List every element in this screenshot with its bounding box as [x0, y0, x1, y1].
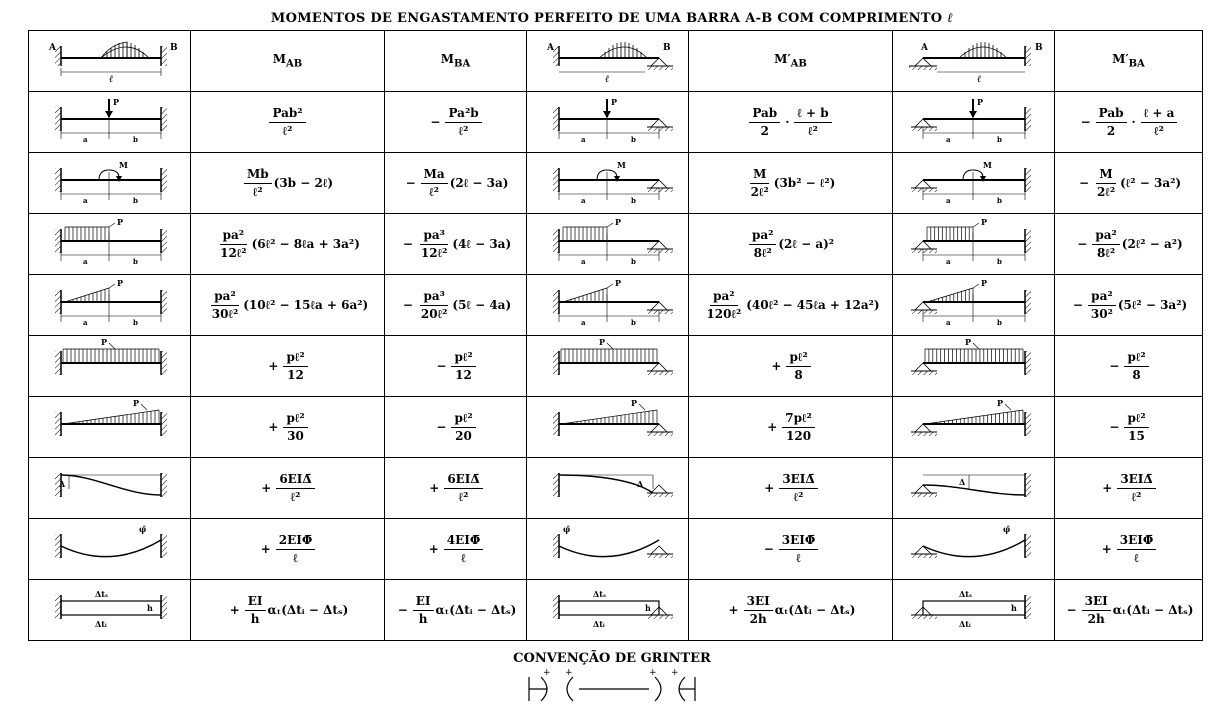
beam-figure-partial-uniform [533, 215, 683, 273]
dim-b-label: b [630, 135, 636, 144]
svg-text:h: h [146, 603, 153, 613]
fraction: $\frac{EI}{h}$ [413, 594, 434, 627]
fraction: $\frac{\text{pℓ²}}{12}$ [283, 350, 307, 383]
factor: (3b² − ℓ²) [773, 175, 836, 190]
sign: + [764, 480, 775, 495]
table-row [29, 519, 1203, 580]
moment-mba [385, 580, 527, 641]
table-row [29, 397, 1203, 458]
sign: − [397, 602, 408, 617]
beam-figure-point [35, 93, 185, 151]
svg-text:P: P [100, 337, 107, 347]
beam-figure-partial-tri [899, 276, 1049, 334]
fraction: $\frac{3EI}{2h}$ [1082, 594, 1111, 627]
beam-figure-rotate [899, 520, 1049, 578]
load-figure [29, 580, 191, 641]
fraction: $\frac{Ma}{\text{ℓ²}}$ [421, 167, 448, 200]
fraction: $\frac{M}{\text{2ℓ²}}$ [750, 166, 769, 199]
svg-text:Δtₛ: Δtₛ [592, 589, 606, 599]
load-figure [29, 458, 191, 519]
fraction: $\frac{\text{pa²}}{\text{8ℓ²}}$ [749, 228, 776, 261]
fraction: $\frac{\text{6EIΔ̄}}{\text{ℓ²}}$ [276, 472, 314, 505]
beam-figure-settle [899, 459, 1049, 517]
svg-text:h: h [1010, 603, 1017, 613]
moment-mab [191, 153, 385, 214]
sign: + [767, 419, 778, 434]
moment-mab [191, 397, 385, 458]
sign: + [429, 480, 440, 495]
load-figure [893, 336, 1055, 397]
svg-text:P: P [598, 337, 605, 347]
factor: (40ℓ² − 45ℓa + 12a²) [746, 297, 880, 312]
svg-text:B: B [1034, 43, 1043, 53]
sign: − [402, 236, 413, 251]
svg-text:Δ: Δ [58, 479, 65, 489]
moment-mba [385, 336, 527, 397]
dim-b-label: b [996, 257, 1002, 266]
moment-mba2 [1055, 214, 1203, 275]
sign: − [436, 358, 447, 373]
dim-b-label: b [996, 318, 1002, 327]
label-b: B [169, 43, 178, 53]
fixed-fixed-beam-figure [35, 32, 185, 90]
dim-b-label: b [132, 318, 138, 327]
fraction: $\frac{\text{pℓ²}}{20}$ [451, 411, 475, 444]
moment-mba2 [1055, 397, 1203, 458]
svg-text:Δ: Δ [636, 479, 643, 489]
moment-mba2 [1055, 519, 1203, 580]
header-figure-fixed-pinned [527, 31, 689, 92]
fraction: $\frac{\text{pa²}}{\text{120ℓ²}}$ [706, 288, 742, 321]
moment-mab [191, 458, 385, 519]
beam-figure-moment [35, 154, 185, 212]
plus-sign: + [543, 668, 551, 678]
load-figure [893, 397, 1055, 458]
load-figure [29, 153, 191, 214]
moment-mba [385, 92, 527, 153]
moment-mab2 [689, 153, 893, 214]
sign: + [771, 358, 782, 373]
beam-figure-settle [533, 459, 683, 517]
svg-text:Δtₛ: Δtₛ [94, 589, 108, 599]
dim-a-label: a [82, 318, 88, 327]
dim-a-label: a [82, 135, 88, 144]
dim-a-label: a [580, 257, 586, 266]
beam-figure-full-tri [899, 398, 1049, 456]
factor: (2ℓ − 3a) [449, 175, 509, 190]
sign: − [1109, 358, 1120, 373]
moment-mba2 [1055, 580, 1203, 641]
factor: αₜ(Δtᵢ − Δtₛ) [267, 602, 349, 617]
dim-b-label: b [630, 196, 636, 205]
fraction: $\frac{\text{ℓ + b}}{\text{ℓ²}}$ [794, 106, 831, 139]
beam-figure-partial-tri [35, 276, 185, 334]
svg-text:P: P [610, 97, 617, 107]
moment-mba [385, 519, 527, 580]
table-row [29, 214, 1203, 275]
moment-mba [385, 153, 527, 214]
svg-text:M: M [118, 160, 128, 170]
grinter-convention-diagram [525, 667, 700, 707]
svg-text:B: B [662, 43, 671, 53]
header-row [29, 31, 1203, 92]
beam-figure-full-uniform [899, 337, 1049, 395]
fraction: $\frac{\text{3EIΔ̄}}{\text{ℓ²}}$ [779, 472, 817, 505]
sign: + [428, 541, 439, 556]
beam-figure-rotate [35, 520, 185, 578]
dim-b-label: b [996, 135, 1002, 144]
fraction: $\frac{\text{3EIΦ̄}}{\text{ℓ}}$ [779, 533, 819, 566]
plus-sign: + [671, 668, 679, 678]
load-figure [893, 580, 1055, 641]
svg-text:P: P [980, 217, 987, 227]
sign: − [1109, 419, 1120, 434]
moment-mba [385, 397, 527, 458]
moment-mba [385, 214, 527, 275]
dim-a-label: a [945, 257, 951, 266]
moment-mba2 [1055, 153, 1203, 214]
fraction: $\frac{\text{pa²}}{\text{30ℓ²}}$ [211, 288, 239, 321]
beam-figure-full-uniform [533, 337, 683, 395]
beam-figure-partial-tri [533, 276, 683, 334]
sign: − [430, 114, 441, 129]
beam-figure-moment [533, 154, 683, 212]
load-figure [29, 519, 191, 580]
dim-a-label: a [945, 318, 951, 327]
dim-a-label: a [945, 135, 951, 144]
sign: + [728, 602, 739, 617]
fraction: $\frac{\text{Pa²b}}{\text{ℓ²}}$ [445, 106, 481, 139]
svg-text:P: P [116, 217, 123, 227]
moment-mba [385, 275, 527, 336]
svg-text:P: P [980, 278, 987, 288]
beam-figure-thermal [35, 581, 185, 639]
table-row [29, 153, 1203, 214]
moment-mab2: $\frac{\text{Pab}}{2}$ · $\frac{\text{ℓ + b}}{\text{ℓ²}}$ [689, 92, 893, 153]
moment-mab [191, 336, 385, 397]
fraction: $\frac{\text{pℓ²}}{8}$ [1124, 350, 1148, 383]
svg-text:P: P [976, 97, 983, 107]
fraction: $\frac{Mb}{\text{ℓ²}}$ [244, 167, 272, 200]
beam-figure-thermal [533, 581, 683, 639]
plus-sign: + [649, 668, 657, 678]
title-length-symbol: ℓ [947, 11, 954, 26]
moment-mab2 [689, 458, 893, 519]
fraction: $\frac{\text{7pℓ²}}{120}$ [782, 411, 815, 444]
sign: − [1066, 602, 1077, 617]
moment-mab [191, 580, 385, 641]
moment-mab2 [689, 214, 893, 275]
svg-text:A: A [920, 43, 928, 53]
sign: − [405, 175, 416, 190]
factor: αₜ(Δtᵢ − Δtₛ) [774, 602, 856, 617]
dim-a-label: a [580, 135, 586, 144]
fraction: $\frac{EI}{h}$ [245, 594, 266, 627]
svg-text:P: P [614, 278, 621, 288]
factor: (3b − 2ℓ) [273, 175, 334, 190]
beam-figure-settle [35, 459, 185, 517]
svg-text:φ̄: φ̄ [562, 524, 570, 534]
dim-a-label: a [82, 196, 88, 205]
sign: − [402, 297, 413, 312]
beam-figure-point [533, 93, 683, 151]
factor: (2ℓ² − a²) [1121, 236, 1183, 251]
fraction: $\frac{\text{pa²}}{\text{12ℓ²}}$ [220, 227, 247, 260]
load-figure [527, 275, 689, 336]
fraction: $\frac{\text{pa³}}{\text{20ℓ²}}$ [420, 288, 448, 321]
load-figure [893, 92, 1055, 153]
fixed-pinned-beam-figure [533, 32, 683, 90]
factor: (10ℓ² − 15ℓa + 6a²) [243, 297, 369, 312]
header-mba-prime: $M'_{BA}$ [1055, 31, 1203, 92]
factor: αₜ(Δtᵢ − Δtₛ) [435, 602, 517, 617]
moment-mab [191, 275, 385, 336]
factor: (5ℓ² − 3a²) [1117, 297, 1188, 312]
beam-figure-full-tri [35, 398, 185, 456]
sign: + [261, 480, 272, 495]
fraction: $\frac{\text{pℓ²}}{15}$ [1124, 411, 1148, 444]
fraction: $\frac{\text{6EIΔ̄}}{\text{ℓ²}}$ [444, 472, 482, 505]
table-row [29, 92, 1203, 153]
sign: + [1102, 480, 1113, 495]
moment-mab2 [689, 275, 893, 336]
svg-text:P: P [630, 398, 637, 408]
moment-mab2 [689, 519, 893, 580]
load-figure [29, 336, 191, 397]
grinter-convention-title: CONVENÇÃO DE GRINTER [513, 651, 711, 666]
load-figure [527, 458, 689, 519]
dim-b-label: b [132, 135, 138, 144]
fraction: $\frac{\text{pℓ²}}{30}$ [283, 411, 307, 444]
table-row [29, 458, 1203, 519]
sign: + [229, 602, 240, 617]
length-label: ℓ [108, 74, 113, 85]
header-mab: $M_{AB}$ [191, 31, 385, 92]
load-figure [893, 458, 1055, 519]
fraction: $\frac{\text{Pab}}{2}$ [1096, 106, 1127, 139]
svg-text:P: P [996, 398, 1003, 408]
dim-b-label: b [132, 257, 138, 266]
load-figure [29, 397, 191, 458]
moment-mba2 [1055, 458, 1203, 519]
moment-mab [191, 214, 385, 275]
svg-text:A: A [546, 43, 554, 53]
dim-a-label: a [580, 196, 586, 205]
load-figure [29, 214, 191, 275]
beam-figure-partial-uniform [899, 215, 1049, 273]
fraction: $\frac{\text{3EIΔ̄}}{\text{ℓ²}}$ [1117, 472, 1155, 505]
fraction: $\frac{\text{pa²}}{\text{30²}}$ [1088, 289, 1116, 322]
dim-b-label: b [996, 196, 1002, 205]
moment-mab [191, 519, 385, 580]
svg-text:P: P [614, 217, 621, 227]
label-a: A [48, 43, 56, 53]
dim-a-label: a [580, 318, 586, 327]
fraction: $\frac{\text{Pab²}}{\text{ℓ²}}$ [269, 106, 305, 139]
moment-mab [191, 92, 385, 153]
load-figure [893, 275, 1055, 336]
moment-mab2 [689, 580, 893, 641]
moment-mab2 [689, 336, 893, 397]
svg-text:φ̄: φ̄ [1002, 524, 1010, 534]
factor: (5ℓ − 4a) [452, 297, 512, 312]
fraction: $\frac{3EI}{2h}$ [744, 594, 773, 627]
sign: − [1078, 175, 1090, 190]
beam-figure-moment [899, 154, 1049, 212]
dim-a-label: a [945, 196, 951, 205]
beam-figure-partial-uniform [35, 215, 185, 273]
load-figure [527, 92, 689, 153]
table-row [29, 275, 1203, 336]
svg-text:P: P [964, 337, 971, 347]
moment-mab2 [689, 397, 893, 458]
sign: + [268, 358, 279, 373]
svg-text:h: h [644, 603, 651, 613]
svg-text:ℓ: ℓ [976, 74, 981, 85]
pinned-fixed-beam-figure [899, 32, 1049, 90]
factor: (2ℓ − a)² [778, 236, 835, 251]
table-row [29, 336, 1203, 397]
moment-mba [385, 458, 527, 519]
sign: − [1080, 114, 1091, 129]
fraction: $\frac{\text{4EIΦ̄}}{\text{ℓ}}$ [444, 533, 484, 566]
fraction: $\frac{\text{pℓ²}}{8}$ [786, 350, 810, 383]
svg-text:ℓ: ℓ [604, 74, 609, 85]
plus-sign: + [565, 668, 573, 678]
header-mab-prime: $M'_{AB}$ [689, 31, 893, 92]
sign: − [1077, 236, 1088, 251]
load-figure [893, 153, 1055, 214]
load-figure [527, 397, 689, 458]
svg-text:φ̄: φ̄ [138, 524, 146, 534]
sign: + [268, 419, 279, 434]
svg-text:Δtᵢ: Δtᵢ [592, 619, 605, 629]
sign: − [763, 541, 774, 556]
fraction: $\frac{\text{pa³}}{\text{12ℓ²}}$ [420, 227, 448, 260]
factor: αₜ(Δtᵢ − Δtₛ) [1112, 602, 1194, 617]
load-figure [29, 275, 191, 336]
load-figure [893, 519, 1055, 580]
dim-b-label: b [132, 196, 138, 205]
moment-mba2: − $\frac{\text{Pab}}{2}$ · $\frac{\text{ℓ + a}}{\text{ℓ²}}$ [1055, 92, 1203, 153]
beam-figure-full-tri [533, 398, 683, 456]
page-title: MOMENTOS DE ENGASTAMENTO PERFEITO DE UMA BARRA A-B COM COMPRIMENTO ℓ [270, 11, 954, 26]
header-mba: $M_{BA}$ [385, 31, 527, 92]
fraction: $\frac{\text{pℓ²}}{12}$ [451, 350, 475, 383]
dim-b-label: b [630, 318, 636, 327]
fraction: $\frac{\text{2EIΦ̄}}{\text{ℓ}}$ [276, 533, 316, 566]
factor: (6ℓ² − 8ℓa + 3a²) [251, 236, 360, 251]
sign: + [260, 541, 271, 556]
load-figure [527, 153, 689, 214]
load-figure [29, 92, 191, 153]
svg-text:P: P [132, 398, 139, 408]
header-figure-fixed-fixed [29, 31, 191, 92]
moments-table [28, 30, 1203, 641]
fraction: $\frac{\text{3EIΦ̄}}{\text{ℓ}}$ [1117, 533, 1157, 566]
svg-text:M: M [982, 160, 992, 170]
beam-figure-rotate [533, 520, 683, 578]
fraction: $\frac{M}{\text{2ℓ²}}$ [1097, 166, 1116, 199]
svg-text:P: P [112, 97, 119, 107]
moment-mba2 [1055, 275, 1203, 336]
table-row [29, 580, 1203, 641]
factor: (ℓ² − 3a²) [1120, 175, 1182, 190]
svg-text:Δ: Δ [958, 477, 965, 487]
svg-text:Δtᵢ: Δtᵢ [94, 619, 107, 629]
header-figure-pinned-fixed [893, 31, 1055, 92]
dim-a-label: a [82, 257, 88, 266]
load-figure [527, 580, 689, 641]
sign: − [1072, 297, 1083, 312]
load-figure [893, 214, 1055, 275]
svg-text:M: M [616, 160, 626, 170]
load-figure [527, 336, 689, 397]
fraction: $\frac{\text{pa²}}{\text{8ℓ²}}$ [1092, 228, 1119, 261]
factor: (4ℓ − 3a) [452, 236, 512, 251]
sign: − [436, 419, 447, 434]
dim-b-label: b [630, 257, 636, 266]
svg-text:P: P [116, 278, 123, 288]
beam-figure-full-uniform [35, 337, 185, 395]
beam-figure-thermal [899, 581, 1049, 639]
load-figure [527, 214, 689, 275]
svg-text:Δtᵢ: Δtᵢ [958, 619, 971, 629]
fraction: $\frac{\text{Pab}}{2}$ [749, 106, 780, 139]
svg-text:Δtₛ: Δtₛ [958, 589, 972, 599]
sign: + [1101, 541, 1112, 556]
load-figure [527, 519, 689, 580]
moment-mba2 [1055, 336, 1203, 397]
beam-figure-point [899, 93, 1049, 151]
fraction: $\frac{\text{ℓ + a}}{\text{ℓ²}}$ [1141, 106, 1178, 139]
